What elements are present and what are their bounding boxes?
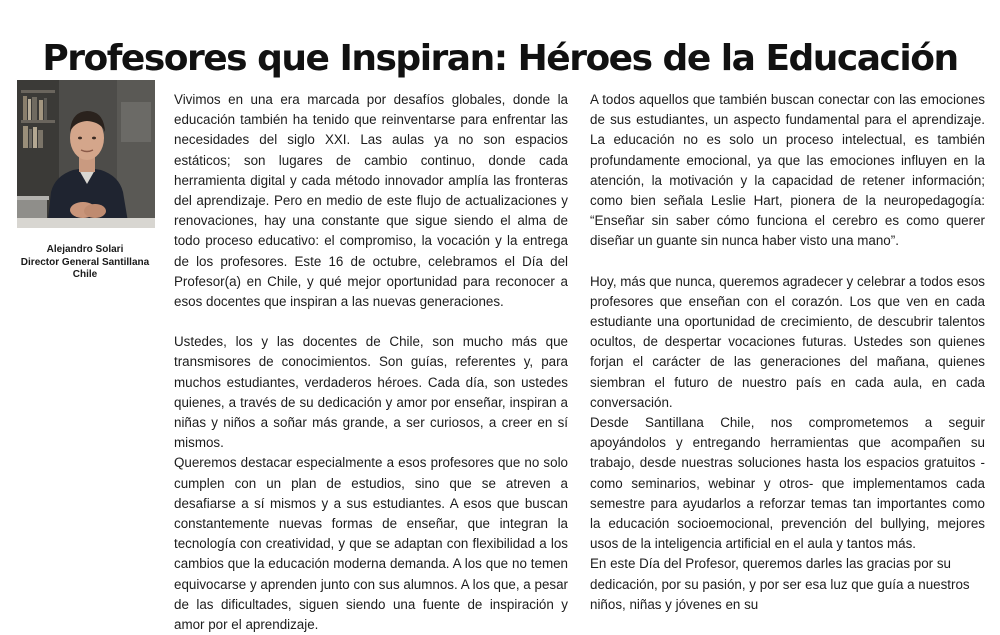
paragraph: Hoy, más que nunca, queremos agradecer y celebrar a todos esos profesores que enseñan con el corazón. Los que ven en cada estudiante una oportunidad de crecimiento, de descubrir talentos ocultos, de despertar vocaciones futuras. Ustedes son quienes forjan el carácter de las generaciones del mañana, quienes siembran el futuro de nuestro país en cada aula, en cada conversación. (590, 273, 985, 410)
article-column-left (174, 90, 568, 635)
paragraph: En este Día del Profesor, queremos darles las gracias por su dedicación, por su pasión, y por ser esa luz que guía a nuestros niños, niñas y jóvenes en su (590, 556, 970, 612)
author-name: Alejandro Solari (46, 244, 124, 255)
paragraph: Vivimos en una era marcada por desafíos globales, donde la educación también ha tenido que reinventarse para enfrentar las necesidades del siglo XXI. Las aulas ya no son espacios estáticos; son lugares de cambio continuo, donde cada herramienta digital y cada método innovador amplía las fronteras del aprendizaje. Pero en medio de este flujo de actualizaciones y renovaciones, hay una constante que sigue siendo el alma de todo proceso educativo: el compromiso, la vocación y la entrega de los profesores. Este 16 de octubre, celebramos el Día del Profesor(a) en Chile, y qué mejor oportunidad para reconocer a esos docentes que inspiran a las nuevas generaciones. (174, 92, 568, 310)
paragraph: A todos aquellos que también buscan conectar con las emociones de sus estudiantes, un aspecto fundamental para el aprendizaje. La educación no es solo un proceso intelectual, es también profundamente emocional, ya que las emociones influyen en la atención, la motivación y la capacidad de retener información; como bien señala Leslie Hart, pionera de la neuropedagogía: “Enseñar sin saber cómo funciona el cerebro es como querer diseñar un guante sin nunca haber visto una mano”. (590, 92, 985, 249)
article-headline: Profesores que Inspiran: Héroes de la Educación (42, 38, 958, 80)
author-photo (17, 80, 155, 228)
author-role: Director General Santillana (20, 256, 150, 268)
author-photo-illustration (17, 80, 155, 228)
paragraph: Desde Santillana Chile, nos comprometemos a seguir apoyándolos y entregando herramientas que acompañen su trabajo, desde nuestras soluciones hasta los espacios gratuitos -como seminarios, webinar y otros- que implementamos cada semestre para ayudarlos a reforzar temas tan importantes como la educación socioemocional, prevención del bullying, mejores usos de la inteligencia artificial en el aula y tantos más. (590, 415, 985, 552)
author-caption (4, 244, 166, 282)
article-column-right (590, 90, 985, 615)
paragraph: Ustedes, los y las docentes de Chile, son mucho más que transmisores de conocimientos. Son guías, referentes y, para muchos estudiantes, verdaderos héroes. Cada día, son ustedes quienes, a través de su dedicación y amor por enseñar, inspiran a niñas y niños a soñar más grande, a ser curiosos, a creer en sí mismos. (174, 334, 568, 451)
author-country: Chile (72, 269, 98, 280)
paragraph: Queremos destacar especialmente a esos profesores que no solo cumplen con un plan de estudios, sino que se atreven a desafiarse a sí mismos y a sus estudiantes. A esos que buscan constantemente nuevas formas de enseñar, que integran la tecnología con creatividad, y que se adaptan con flexibilidad a los cambios que la educación moderna demanda. A los que no temen equivocarse y aprenden junto con sus alumnos. A los que, a pesar de las dificultades, siguen siendo una fuente de inspiración y amor por el aprendizaje. (174, 455, 568, 633)
